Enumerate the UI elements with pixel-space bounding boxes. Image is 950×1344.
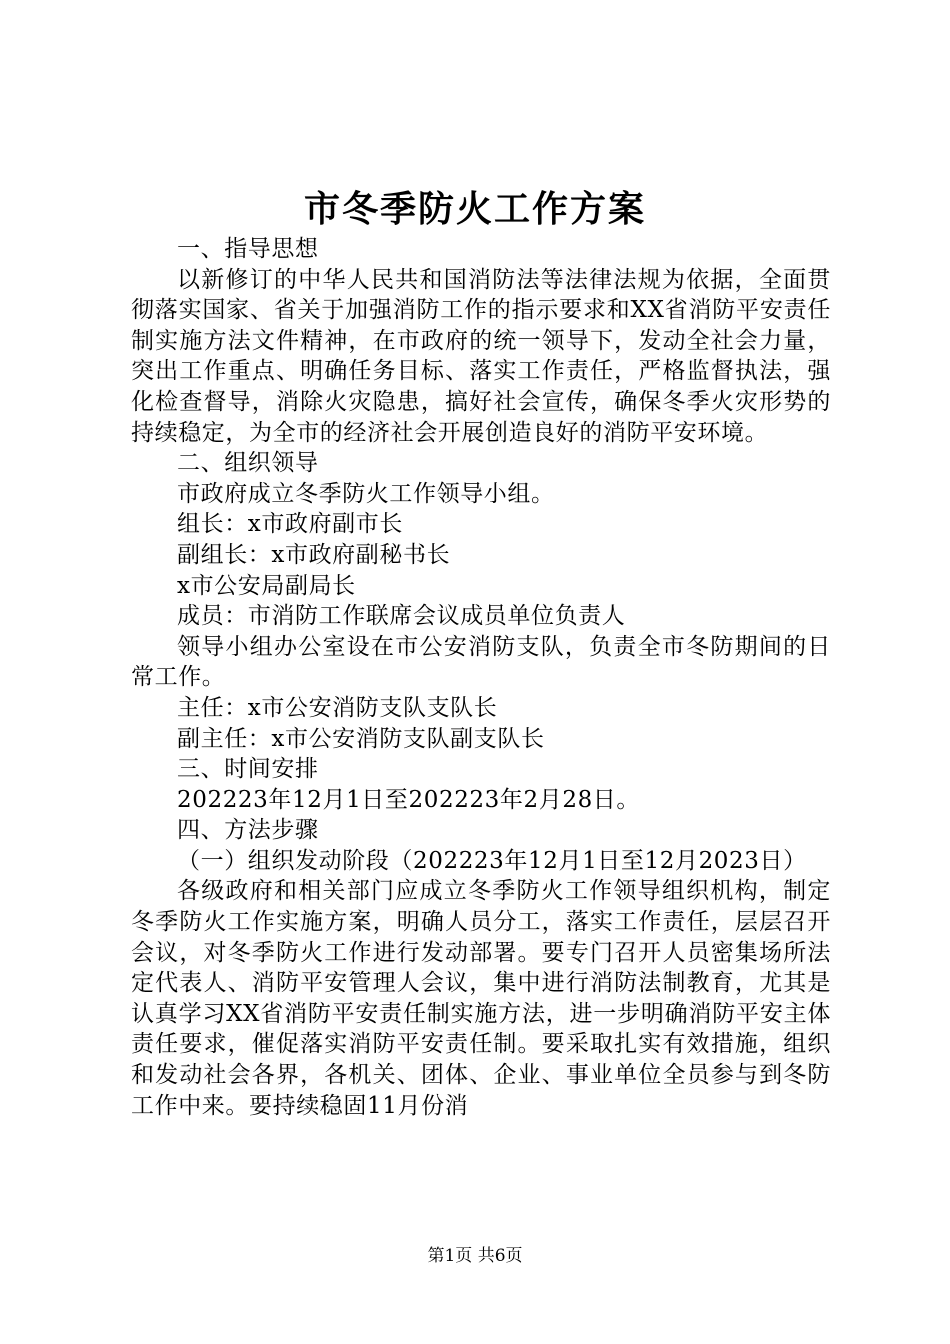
document-title: 市冬季防火工作方案 xyxy=(303,188,646,230)
paragraph-mobilization: 各级政府和相关部门应成立冬季防火工作领导组织机构，制定冬季防火工作实施方案，明确人员分工，落实工作责任，层层召开会议，对冬季防火工作进行发动部署。要专门召开人员密集场所法定代表人、消防平安管理人会议，集中进行消防法制教育，尤其是认真学习XX省消防平安责任制实施方法，进一步明确消防平安主体责任要求，催促落实消防平安责任制。要采取扎实有效措施，组织和发动社会各界，各机关、团体、企业、事业单位全员参与到冬防工作中来。要持续稳固11月份消 xyxy=(131,878,831,1119)
line-director: 主任：x市公安消防支队支队长 xyxy=(177,694,498,721)
line-members: 成员：市消防工作联席会议成员单位负责人 xyxy=(177,603,626,630)
line-group-leader: 组长：x市政府副市长 xyxy=(177,511,403,538)
paragraph-guiding-ideology: 以新修订的中华人民共和国消防法等法律法规为依据，全面贯彻落实国家、省关于加强消防工作的指示要求和XX省消防平安责任制实施方法文件精神，在市政府的统一领导下，发动全社会力量，突出工作重点、明确任务目标、落实工作责任，严格监督执法，强化检查督导，消除火灾隐患，搞好社会宣传，确保冬季火灾形势的持续稳定，为全市的经济社会开展创造良好的消防平安环境。 xyxy=(131,266,831,446)
page-number-footer: 第1页 共6页 xyxy=(427,1246,523,1266)
paragraph-office: 领导小组办公室设在市公安消防支队，负责全市冬防期间的日常工作。 xyxy=(131,633,831,691)
section-heading-guiding-ideology: 一、指导思想 xyxy=(177,236,319,262)
section-heading-schedule: 三、时间安排 xyxy=(177,756,319,783)
paragraph-leading-group: 市政府成立冬季防火工作领导小组。 xyxy=(177,480,555,507)
document-body xyxy=(131,234,831,1121)
paragraph-schedule: 202223年12月1日至202223年2月28日。 xyxy=(177,786,640,813)
line-deputy-director: 副主任：x市公安消防支队副支队长 xyxy=(177,725,545,752)
subsection-heading-mobilization: （一）组织发动阶段（202223年12月1日至12月2023日） xyxy=(177,847,807,874)
section-heading-steps: 四、方法步骤 xyxy=(177,817,319,844)
section-heading-organization: 二、组织领导 xyxy=(177,450,319,477)
line-deputy-leader: 副组长：x市政府副秘书长 xyxy=(177,541,451,568)
line-deputy-leader-2: x市公安局副局长 xyxy=(177,572,356,599)
